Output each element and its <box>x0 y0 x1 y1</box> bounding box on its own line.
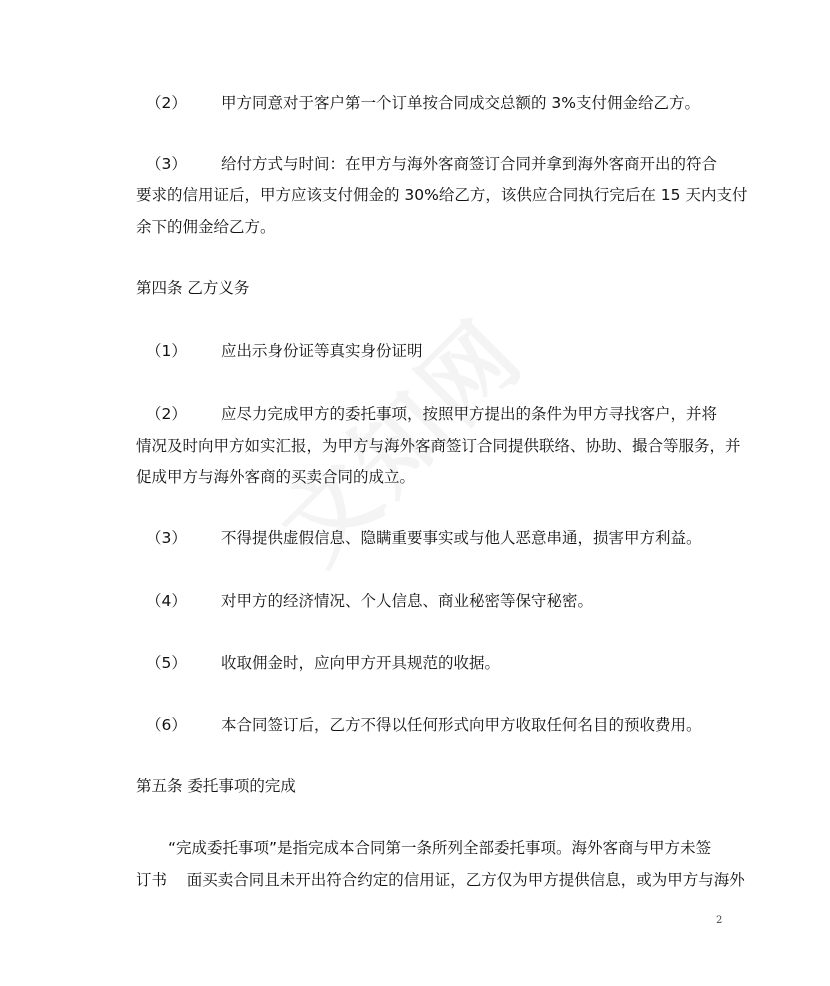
item-text: 不得提供虚假信息、隐瞒重要事实或与他人恶意串通，损害甲方利益。 <box>221 529 702 547</box>
item-text: 应尽力完成甲方的委托事项，按照甲方提出的条件为甲方寻找客户，并将 <box>221 405 718 423</box>
item-number: （1） <box>146 342 187 360</box>
item-number: （5） <box>146 654 187 672</box>
item-text: 对甲方的经济情况、个人信息、商业秘密等保守秘密。 <box>221 592 594 610</box>
section-heading: 第五条 委托事项的完成 <box>136 777 296 795</box>
item-number: （3） <box>146 155 187 173</box>
item-number: （2） <box>146 94 187 112</box>
item-number: （3） <box>146 529 187 547</box>
paragraph-line: “完成委托事项”是指完成本合同第一条所列全部委托事项。海外客商与甲方未签 <box>168 839 712 857</box>
item-text: 收取佣金时，应向甲方开具规范的收据。 <box>221 654 501 672</box>
paragraph-line: 订书 面买卖合同且未开出符合约定的信用证，乙方仅为甲方提供信息，或为甲方与海外 <box>136 871 745 889</box>
item-text: 余下的佣金给乙方。 <box>136 218 276 236</box>
item-text: 给付方式与时间：在甲方与海外客商签订合同并拿到海外客商开出的符合 <box>221 155 718 173</box>
page-number: 2 <box>716 915 723 926</box>
item-text: 促成甲方与海外客商的买卖合同的成立。 <box>136 468 416 486</box>
item-number: （4） <box>146 592 187 610</box>
item-text: 甲方同意对于客户第一个订单按合同成交总额的 3%支付佣金给乙方。 <box>221 94 701 112</box>
item-number: （2） <box>146 405 187 423</box>
item-text: 应出示身份证等真实身份证明 <box>221 342 423 360</box>
section-heading: 第四条 乙方义务 <box>136 279 250 297</box>
item-number: （6） <box>146 716 187 734</box>
item-text: 情况及时向甲方如实汇报，为甲方与海外客商签订合同提供联络、协助、撮合等服务，并 <box>136 437 741 455</box>
item-text: 本合同签订后，乙方不得以任何形式向甲方收取任何名目的预收费用。 <box>221 716 702 734</box>
item-text: 要求的信用证后，甲方应该支付佣金的 30%给乙方，该供应合同执行完后在 15 天内支付 <box>136 186 748 204</box>
